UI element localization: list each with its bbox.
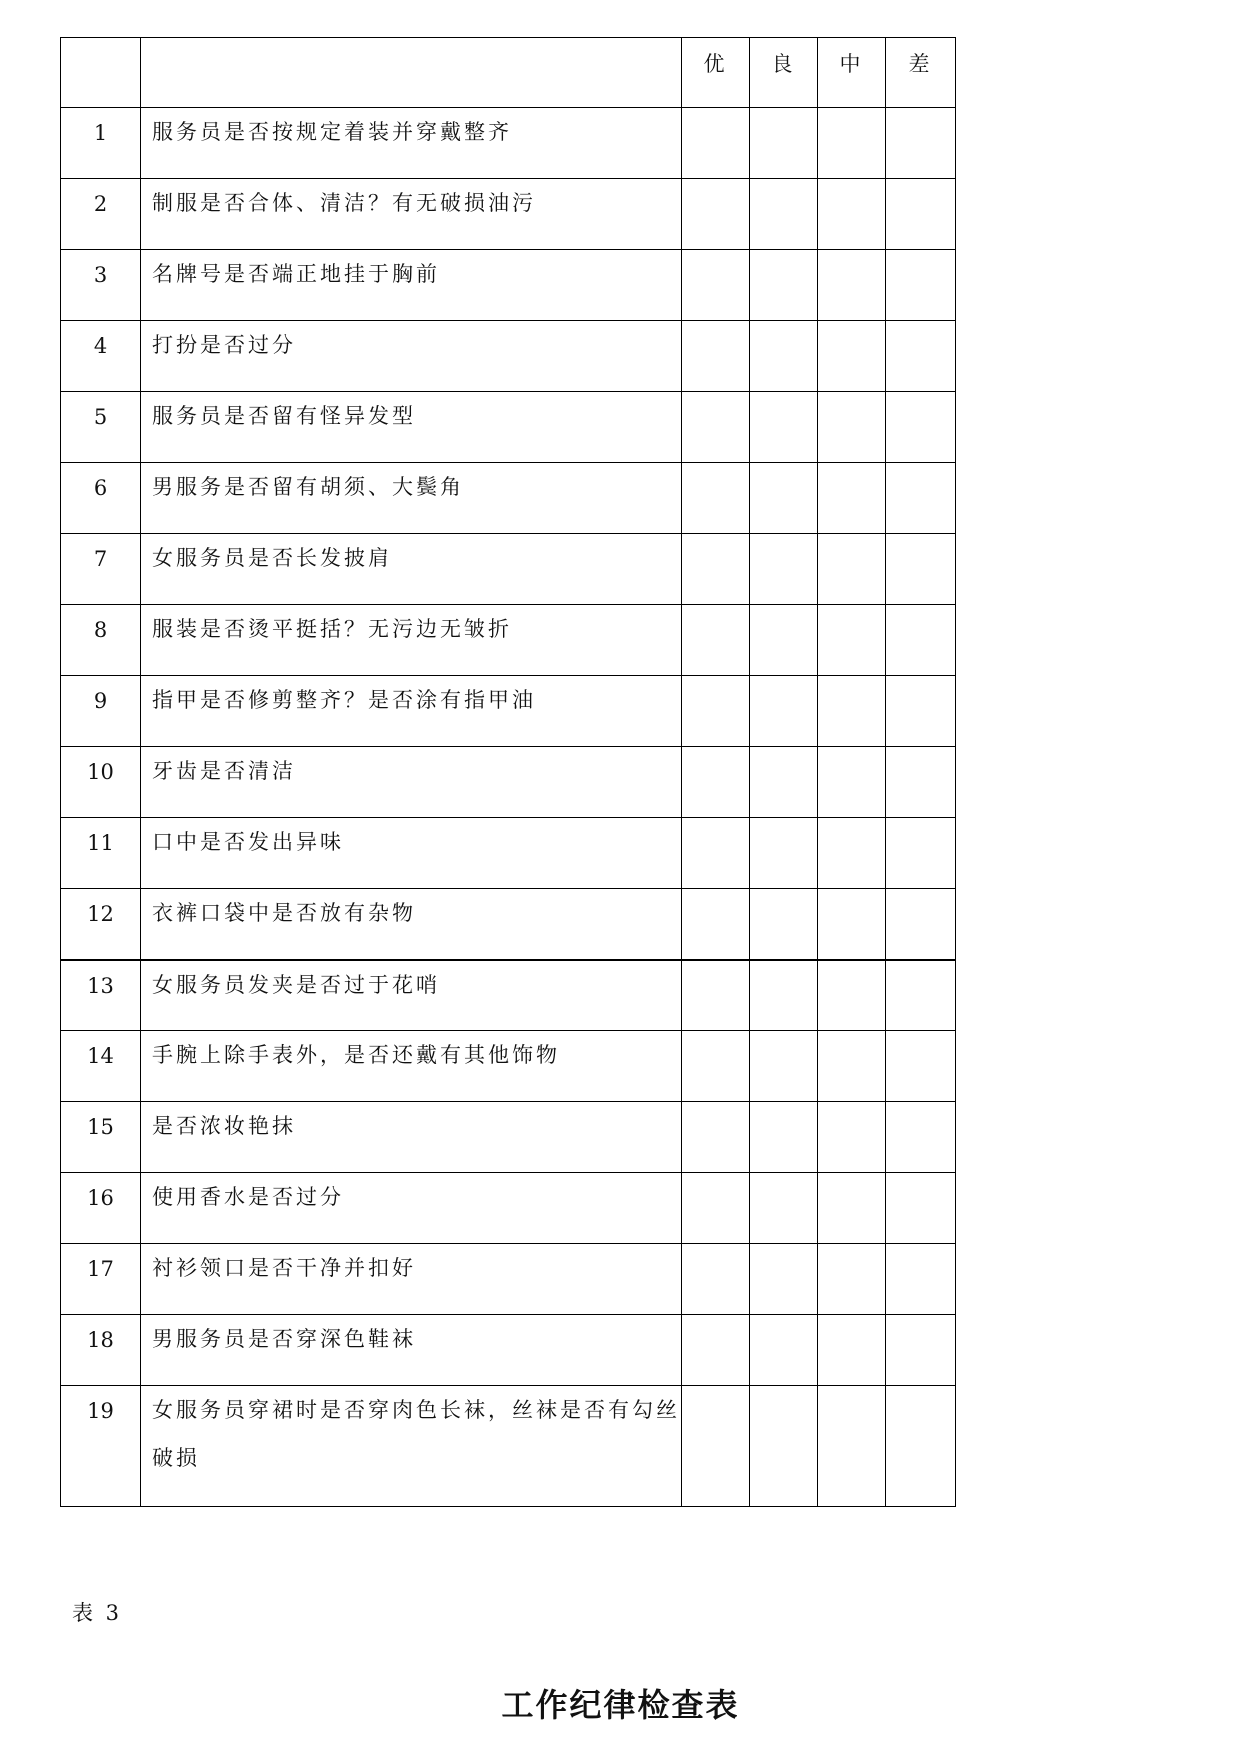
table-row [61, 1102, 956, 1173]
rating-cell-good[interactable] [750, 1031, 818, 1102]
rating-cell-excellent[interactable] [682, 321, 750, 392]
row-item-text: 指甲是否修剪整齐？是否涂有指甲油 [152, 688, 536, 712]
rating-cell-average[interactable] [818, 1031, 886, 1102]
rating-cell-good[interactable] [750, 392, 818, 463]
row-number: 6 [61, 463, 141, 534]
rating-cell-poor[interactable] [886, 1173, 956, 1244]
row-item-text: 手腕上除手表外，是否还戴有其他饰物 [152, 1043, 560, 1067]
rating-cell-excellent[interactable] [682, 1102, 750, 1173]
rating-cell-average[interactable] [818, 250, 886, 321]
row-item-cell [141, 1031, 682, 1102]
table-row [61, 108, 956, 179]
rating-cell-good[interactable] [750, 1244, 818, 1315]
rating-cell-good[interactable] [750, 1102, 818, 1173]
row-item-cell [141, 747, 682, 818]
row-item-cell [141, 392, 682, 463]
rating-cell-excellent[interactable] [682, 108, 750, 179]
table-row [61, 889, 956, 960]
rating-cell-average[interactable] [818, 605, 886, 676]
rating-cell-good[interactable] [750, 1386, 818, 1507]
table-row [61, 1244, 956, 1315]
grooming-checklist-table [60, 37, 956, 1507]
row-item-text: 服务员是否留有怪异发型 [152, 404, 416, 428]
rating-cell-average[interactable] [818, 1244, 886, 1315]
rating-cell-good[interactable] [750, 960, 818, 1031]
rating-cell-poor[interactable] [886, 1031, 956, 1102]
rating-cell-good[interactable] [750, 818, 818, 889]
rating-cell-average[interactable] [818, 321, 886, 392]
row-item-text: 男服务员是否穿深色鞋袜 [152, 1327, 416, 1351]
row-number: 19 [61, 1386, 141, 1507]
table-row [61, 392, 956, 463]
row-item-text: 使用香水是否过分 [152, 1185, 344, 1209]
rating-cell-poor[interactable] [886, 605, 956, 676]
rating-cell-excellent[interactable] [682, 392, 750, 463]
row-number: 15 [61, 1102, 141, 1173]
table-row [61, 1386, 956, 1507]
row-item-text: 男服务是否留有胡须、大鬓角 [152, 475, 464, 499]
header-rating-excellent: 优 [682, 38, 750, 108]
row-item-text: 衬衫领口是否干净并扣好 [152, 1256, 416, 1280]
rating-cell-excellent[interactable] [682, 676, 750, 747]
row-number: 9 [61, 676, 141, 747]
row-item-cell [141, 1315, 682, 1386]
rating-cell-good[interactable] [750, 250, 818, 321]
rating-cell-good[interactable] [750, 605, 818, 676]
row-item-cell [141, 889, 682, 960]
rating-cell-average[interactable] [818, 1173, 886, 1244]
row-item-cell [141, 818, 682, 889]
table-row [61, 818, 956, 889]
row-item-text: 口中是否发出异味 [152, 830, 344, 854]
table-row [61, 960, 956, 1031]
row-number: 4 [61, 321, 141, 392]
rating-cell-poor[interactable] [886, 534, 956, 605]
table-row [61, 1315, 956, 1386]
row-number: 10 [61, 747, 141, 818]
section-title: 工作纪律检查表 [501, 1686, 740, 1724]
row-number: 16 [61, 1173, 141, 1244]
rating-cell-excellent[interactable] [682, 747, 750, 818]
row-number: 2 [61, 179, 141, 250]
row-number: 8 [61, 605, 141, 676]
rating-cell-average[interactable] [818, 463, 886, 534]
rating-cell-average[interactable] [818, 534, 886, 605]
rating-cell-good[interactable] [750, 534, 818, 605]
rating-cell-average[interactable] [818, 889, 886, 960]
row-item-text: 服务员是否按规定着装并穿戴整齐 [152, 120, 512, 144]
table-row [61, 1031, 956, 1102]
rating-cell-excellent[interactable] [682, 1315, 750, 1386]
rating-cell-good[interactable] [750, 179, 818, 250]
rating-cell-good[interactable] [750, 1315, 818, 1386]
rating-cell-good[interactable] [750, 747, 818, 818]
row-item-cell [141, 676, 682, 747]
rating-cell-poor[interactable] [886, 818, 956, 889]
rating-cell-excellent[interactable] [682, 1244, 750, 1315]
row-item-cell [141, 534, 682, 605]
rating-cell-good[interactable] [750, 463, 818, 534]
rating-cell-poor[interactable] [886, 676, 956, 747]
row-item-cell [141, 1244, 682, 1315]
rating-cell-average[interactable] [818, 960, 886, 1031]
rating-cell-poor[interactable] [886, 321, 956, 392]
rating-cell-excellent[interactable] [682, 818, 750, 889]
table-row [61, 676, 956, 747]
row-item-text: 女服务员发夹是否过于花哨 [152, 972, 440, 997]
rating-cell-excellent[interactable] [682, 1031, 750, 1102]
row-item-text: 服装是否烫平挺括？无污边无皱折 [152, 617, 512, 641]
table-row [61, 179, 956, 250]
row-item-cell [141, 1386, 682, 1507]
rating-cell-excellent[interactable] [682, 179, 750, 250]
table-header-row [61, 38, 956, 108]
rating-cell-poor[interactable] [886, 747, 956, 818]
rating-cell-poor[interactable] [886, 1244, 956, 1315]
rating-cell-excellent[interactable] [682, 889, 750, 960]
row-item-text: 女服务员是否长发披肩 [152, 546, 392, 570]
row-item-text: 打扮是否过分 [152, 333, 296, 357]
table-row [61, 747, 956, 818]
row-item-text: 制服是否合体、清洁？有无破损油污 [152, 191, 536, 215]
rating-cell-excellent[interactable] [682, 960, 750, 1031]
rating-cell-excellent[interactable] [682, 1173, 750, 1244]
table-row [61, 321, 956, 392]
table-number-label: 表 3 [72, 1601, 123, 1625]
row-item-cell [141, 321, 682, 392]
row-item-cell [141, 1102, 682, 1173]
table-row [61, 605, 956, 676]
row-item-text: 衣裤口袋中是否放有杂物 [152, 901, 416, 925]
rating-cell-good[interactable] [750, 321, 818, 392]
row-number: 3 [61, 250, 141, 321]
rating-cell-average[interactable] [818, 676, 886, 747]
rating-cell-good[interactable] [750, 676, 818, 747]
header-number-cell [61, 38, 141, 108]
rating-cell-poor[interactable] [886, 108, 956, 179]
rating-cell-average[interactable] [818, 747, 886, 818]
table-row [61, 1173, 956, 1244]
row-item-text: 女服务员穿裙时是否穿肉色长袜，丝袜是否有勾丝破损 [152, 1398, 680, 1470]
rating-cell-poor[interactable] [886, 250, 956, 321]
row-number: 5 [61, 392, 141, 463]
rating-cell-average[interactable] [818, 179, 886, 250]
header-rating-average: 中 [818, 38, 886, 108]
rating-cell-poor[interactable] [886, 1386, 956, 1507]
rating-cell-poor[interactable] [886, 1102, 956, 1173]
header-rating-poor: 差 [886, 38, 956, 108]
rating-cell-average[interactable] [818, 1102, 886, 1173]
row-item-cell [141, 179, 682, 250]
rating-cell-excellent[interactable] [682, 250, 750, 321]
header-item-cell [141, 38, 682, 108]
row-number: 12 [61, 889, 141, 960]
rating-cell-average[interactable] [818, 392, 886, 463]
rating-cell-poor[interactable] [886, 179, 956, 250]
row-item-text: 名牌号是否端正地挂于胸前 [152, 262, 440, 286]
row-item-cell [141, 1173, 682, 1244]
rating-cell-good[interactable] [750, 889, 818, 960]
row-number: 11 [61, 818, 141, 889]
rating-cell-poor[interactable] [886, 1315, 956, 1386]
rating-cell-average[interactable] [818, 1386, 886, 1507]
rating-cell-poor[interactable] [886, 463, 956, 534]
rating-cell-good[interactable] [750, 1173, 818, 1244]
row-item-cell [141, 463, 682, 534]
row-number: 18 [61, 1315, 141, 1386]
rating-cell-average[interactable] [818, 818, 886, 889]
row-item-cell [141, 108, 682, 179]
rating-cell-poor[interactable] [886, 889, 956, 960]
row-number: 17 [61, 1244, 141, 1315]
row-item-cell [141, 250, 682, 321]
rating-cell-poor[interactable] [886, 960, 956, 1031]
rating-cell-average[interactable] [818, 108, 886, 179]
rating-cell-excellent[interactable] [682, 605, 750, 676]
row-item-text: 是否浓妆艳抹 [152, 1114, 296, 1138]
row-number: 13 [61, 960, 141, 1031]
row-number: 7 [61, 534, 141, 605]
rating-cell-good[interactable] [750, 108, 818, 179]
rating-cell-excellent[interactable] [682, 463, 750, 534]
row-item-cell [141, 605, 682, 676]
rating-cell-excellent[interactable] [682, 1386, 750, 1507]
row-item-cell [141, 960, 682, 1031]
header-rating-good: 良 [750, 38, 818, 108]
table-row [61, 250, 956, 321]
rating-cell-excellent[interactable] [682, 534, 750, 605]
rating-cell-poor[interactable] [886, 392, 956, 463]
row-number: 14 [61, 1031, 141, 1102]
table-row [61, 463, 956, 534]
row-number: 1 [61, 108, 141, 179]
rating-cell-average[interactable] [818, 1315, 886, 1386]
table-row [61, 534, 956, 605]
row-item-text: 牙齿是否清洁 [152, 759, 296, 783]
